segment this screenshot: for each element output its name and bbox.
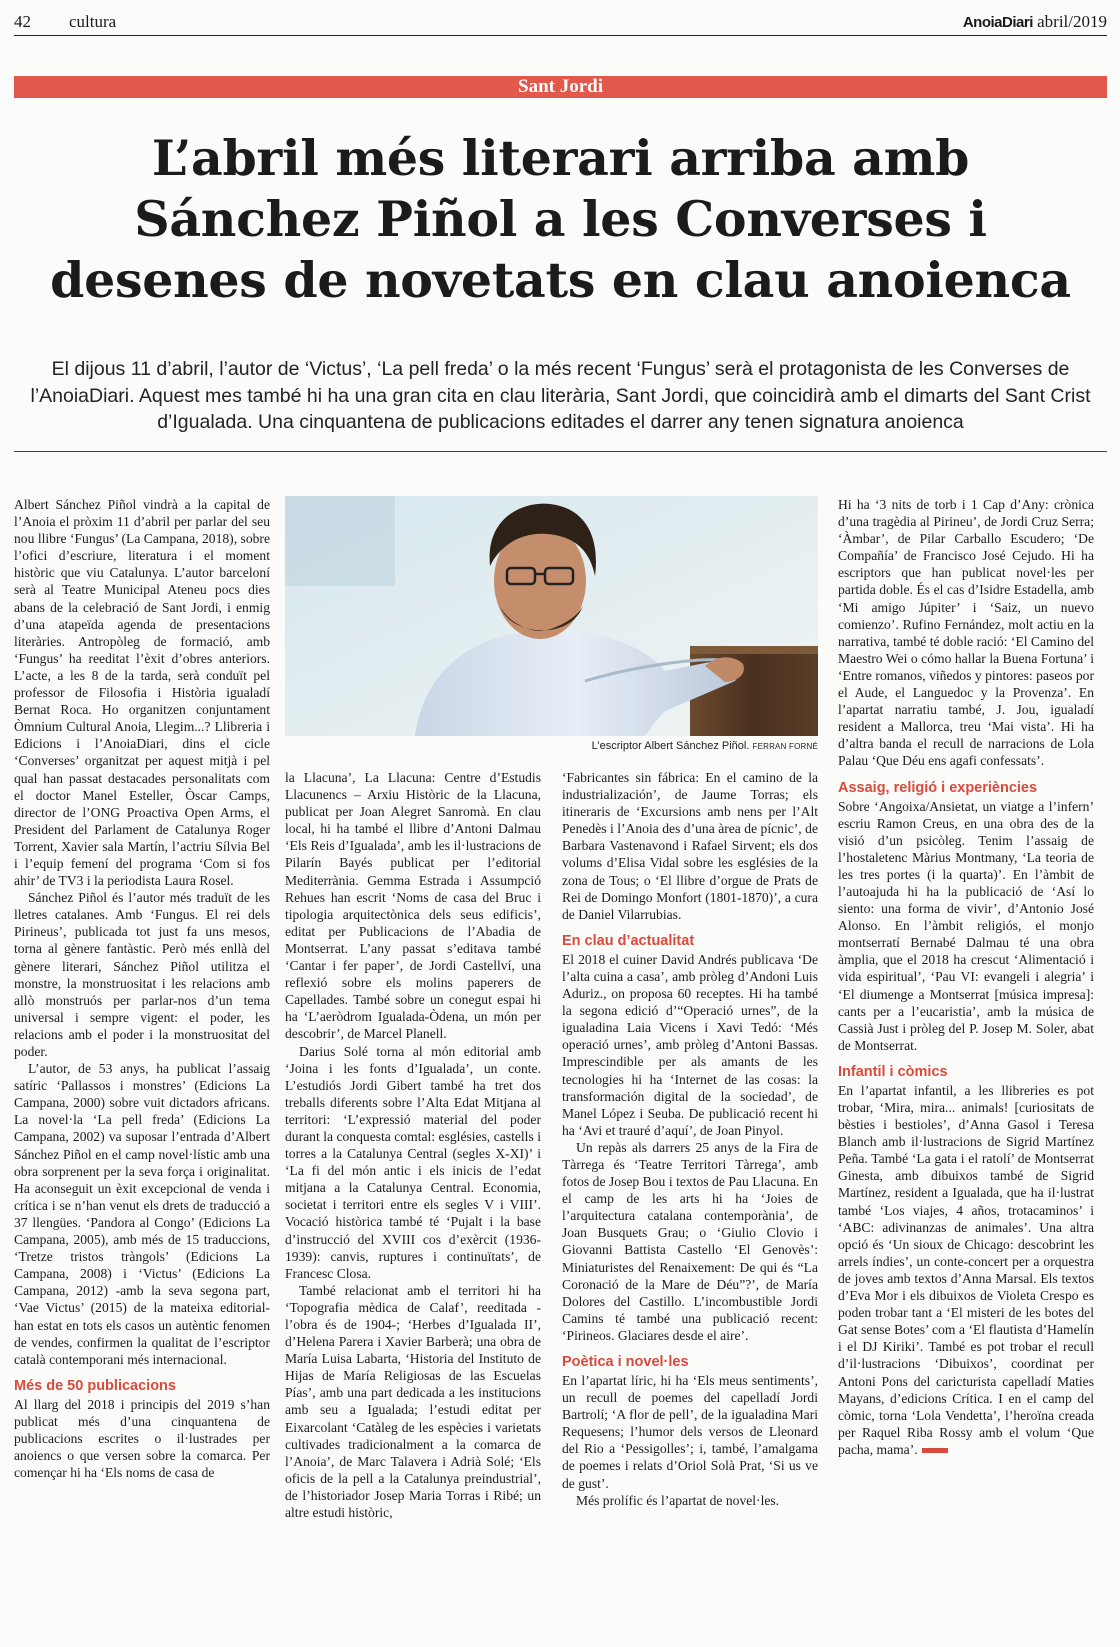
article-column-1 [14,496,270,1481]
paragraph: Albert Sánchez Piñol vindrà a la capital de l’Anoia el pròxim 11 d’abril per parlar del seu nou llibre ‘Fungus’ (La Campana, 2018), sobre l’ofici d’escriure, literatura i el moment històric que viu Catalunya. L’autor barceloní serà al Teatre Municipal Ateneu pocs dies abans de la celebració de Sant Jordi, i enmig d’una atapeïda agenda de presentacions literàries. Antropòleg de formació, amb ‘Fungus’ ha reeditat l’èxit d’obres anteriors. L’acte, a les 8 de la tarda, serà conduït pel professor de Filosofia i Història igualadí Bernat Roca. Ho organitzen conjuntament Òmnium Cultural Anoia, Llegim...? Llibreria i Edicions i l’AnoiaDiari, dins el cicle ‘Converses’ organitzat per aquest mitjà i pel qual han passat destacades personalitats com el doctor Manel Esteller, Òscar Camps, director de l’ONG Proactiva Open Arms, el President del Parlament de Catalunya Roger Torrent, Xavier sala Martín, l’actriu Sílvia Bel i l’equip femení del programa ‘Com si fos ahir’ de TV3 i la periodista Laura Rosel. [14,497,270,889]
photo-credit: FERRAN FORNÉ [752,742,818,751]
photo-illustration [285,496,818,736]
lead-divider [14,451,1107,452]
page-number: 42 [14,12,31,31]
section-banner [14,76,1107,98]
article-column-3 [562,769,818,1509]
paragraph: En l’apartat líric, hi ha ‘Els meus sentiments’, un recull de poemes del capelladí Jordi Bartrolí; ‘A flor de pell’, de la igualadina Mari Requesens; l’humor dels versos de Lleonard del Rio a ‘Pessigolles’; i, també, l’amalgama de poemes i relats d’Oriol Solà Prat, ‘Si us ve de gust’. [562,1373,818,1491]
paragraph: L’autor, de 53 anys, ha publicat l’assaig satíric ‘Pallassos i monstres’ (Edicions La Campana, 2000) sobre vuit dictadors africans. La novel·la ‘La pell freda’ (Edicions La Campana, 2002) va suposar l’entrada d’Albert Sánchez Piñol en el camp novel·lístic amb una obra sorprenent per la seva força i originalitat. Ha aconseguit un èxit excepcional de venda i crítica i se n’han venut els drets de traducció a 37 llengües. ‘Pandora al Congo’ (Edicions La Campana, 2005), amb més de 15 traduccions, ‘Tretze tristos tràngols’ (Edicions La Campana, 2008) i ‘Victus’ (Edicions La Campana, 2012) -amb la seva segona part, ‘Vae Victus’ (2015) de la mateixa editorial- han estat en tots els casos un autèntic fenomen de vendes, confirmen la qualitat de l’escriptor català contemporani més internacional. [14,1061,270,1367]
paragraph: Més prolífic és l’apartat de novel·les. [576,1492,780,1508]
issue-date: abril/2019 [1037,12,1107,31]
article-headline [14,128,1107,311]
subheading: En clau d’actualitat [562,932,695,949]
publication-info [963,12,1107,32]
paragraph: Un repàs als darrers 25 anys de la Fira de Tàrrega és ‘Teatre Territori Tàrrega’, amb fotos de Josep Bou i textos de Pau Llacuna. En el camp de les arts hi ha ‘Joies de l’arquitectura catalana contemporània’, de Joan Busquets Grau; o ‘Giulio Clovio i Giovanni Battista Castello ‘El Genovès’: Miniaturistes del Renaixement: De qui és “La Coronació de la Mare de Déu”?’, de María Dolores del Castillo. L’incombustible Jordi Camins té també una publicació recent: ‘Pirineos. Glaciares desde el aire’. [562,1139,818,1343]
subheading: Infantil i còmics [838,1063,948,1080]
caption-text: L’escriptor Albert Sánchez Piñol. [591,740,750,752]
headline-line: desenes de novetats en clau anoienca [50,251,1071,309]
paragraph: El 2018 el cuiner David Andrés publicava ‘De l’alta cuina a casa’, amb pròleg d’Andoni Luis Aduriz., on proposa 60 receptes. Hi ha també la segona edició d’“Operació urnes”, de la igualadina Laia Vicens i Xavi Tedó: ‘Més operació urnes’, amb pròleg d’Antoni Bassas. Imprescindible per als amants de les tecnologies hi ha ‘Internet de las cosas: la transformación digital de la sociedad’, de Manel López i Seuba. De publicació recent hi ha ‘Avi et trauré d’aquí’, de Joan Pinyol. [562,951,818,1138]
paragraph-text: En l’apartat infantil, a les llibreries es pot trobar, ‘Mira, mira... animals! [curiositats de bèsties i bestioles’, d’Anna Gasol i Teresa Blanch amb il·lustracions de Sigrid Martínez Peña. També ‘La gata i el ratolí’ de Montserrat Ginesta, amb dibuixos també de Sigrid Martínez, resident a Igualada, que ha il·lustrat també ‘Los viajes, 4 años, trotacaminos’ i ‘ABC: adivinanzas de animales’. Una altra opció és ‘Un sioux de Chicago: descobrint les arrels índies’, un conte-concert per a orquestra de joves amb textos d’Anna Marsal. Els textos d’Eva Mor i els dibuixos de Violeta Crespo es poden trobar tant a ‘El misteri de les botes del Gat sense Botes’ com a ‘El flautista d’Hamelín i el DJ Kiriki’. També es pot trobar el recull d’il·lustracions ‘Dibuixos’, coordinat per Antoni Pons del caricturista capelladí Maties Mayans, d’edicions Crítica. I en el camp del còmic, torna ‘Lola Vendetta’, l’heroïna creada per Raquel Riba Rossy amb el volum ‘Que pacha, mama’. [838,1082,1094,1457]
banner-label: Sant Jordi [518,76,603,97]
subheading: Més de 50 publicacions [14,1377,176,1394]
headline-line: L’abril més literari arriba amb [151,129,970,187]
paragraph: Al llarg del 2018 i principis del 2019 s’han publicat més d’una cinquantena de publicacions escrites o il·lustrades per anoiencs o que versen sobre la comarca. Per començar hi ha ‘Els noms de casa de [14,1396,270,1481]
paragraph: Hi ha ‘3 nits de torb i 1 Cap d’Any: crònica d’una tragèdia al Pirineu’, de Jordi Cruz Serra; ‘Àmbar’, de Pilar Carballo Escudero; ‘De Compañía’ de Francisco José Cejudo. Hi ha escriptors que han publicat novel·les per partida doble. És el cas d’Isidre Estadella, amb ‘Mi amigo Júpiter’ i ‘Saiz, un nuevo comienzo’. Rufino Fernández, molt actiu en la narrativa, també té doble ració: ‘El Camino del Maestro Wei o cómo hallar la Buena Fortuna’ i ‘Entre romanos, viñedos y pintores: paseos por el Aude, el Languedoc y la Provenza’. En l’apartat narratiu també, J. Jou, igualadí resident a Mallorca, treu ‘Mai vista’. Hi ha d’altra banda el recull de narracions de Lola Palau ‘Que Déu ens agafi confessats’. [838,497,1094,769]
section-name: cultura [69,12,117,31]
author-photo [285,496,818,736]
paragraph: També relacionat amb el territori hi ha ‘Topografia mèdica de Calaf’, reeditada -l’obra és de 1904-; ‘Herbes d’Igualada II’, d’Helena Parera i Xavier Barberà; una obra de María Luisa Labarta, ‘Historia del Instituto de Hijas de María Religiosas de las Escuelas Pías’, amb una part dedicada a les institucions amb seu a Igualada; l’estudi editat per Eixarcolant ‘Catàleg de les espècies i varietats cultivades tradicionalment a la comarca de l’Anoia’, de Marc Talavera i Adrià Solé; ‘Els oficis de la pell a la Catalunya preindustrial’, de l’historiador Josep Maria Torras i Ribé; un altre estudi històric, [285,1282,541,1521]
paragraph: la Llacuna’, La Llacuna: Centre d’Estudis Llacunencs – Arxiu Històric de la Llacuna, publicat per Joan Alegret Sanromà. En clau local, hi ha també el llibre d’Antoni Dalmau ‘Els Reis d’Igualada’, amb les il·lustracions de Pilarín Bayés publicat per l’editorial Mediterrània. Gemma Estrada i Assumpció Rehues han escrit ‘Noms de casa del Bruc i tipologia arquitectònica dels seus edificis’, editat per Publicacions de l’Abadia de Montserrat. L’any passat s’editava també ‘Cantar i fer paper’, de Jordi Castellví, una reflexió sobre els molins paperers de Capellades. També sobre un conegut espai hi ha ‘L’aeròdrom Igualada-Òdena, un món per descobrir’, de Marcel Planell. [285,770,541,1042]
photo-caption [285,740,818,752]
paragraph: Darius Solé torna al món editorial amb ‘Joina i les fonts d’Igualada’, un conte. L’estudiós Jordi Gibert també ha tret dos treballs diferents sobre l’Alta Edat Mitjana al territori: ‘L’expressió material del poder durant la conquesta comtal: esglésies, castells i torres a la Catalunya Central (segles X-XI)’ i ‘La fi del món antic i els inicis de l’edat mitjana a la Catalunya Central. Economia, societat i territori entre els segles V i VIII’. Vocació històrica també té ‘Pujalt i la base d’instrucció del XVIII cos d’exèrcit (1936-1939): canvis, ruptures i continuïtats’, de Francesc Closa. [285,1043,541,1281]
paragraph [838,1082,1094,1458]
paragraph: Sobre ‘Angoixa/Ansietat, un viatge a l’infern’ escriu Ramon Creus, en una obra des de la visió d’un psicòleg. Tenim l’assaig de l’hostaletenc Màrius Montmany, ‘La teoria de les tres portes (i la quarta)’. En l’àmbit de l’autoajuda hi ha la publicació de ‘Así lo siento: una forma de vivir’, d’Antonio José Alonso. En l’àmbit religiós, el monjo montserratí Bernabé Dalmau té una obra àmplia, que el 2018 ha crescut ‘Alimentació i vida espiritual’, ‘Pau VI: evangeli i alegria’ i ‘El diumenge a Montserrat [música impresa]: cants per a l’eucaristia’, amb la música de Cassià Just i pròleg del P. Josep M. Soler, abat de Montserrat. [838,798,1094,1053]
article-end-mark [922,1448,948,1453]
subheading: Assaig, religió i experiències [838,779,1038,796]
article-column-2 [285,769,541,1521]
paragraph: ‘Fabricantes sin fábrica: En el camino de la industrialización’, de Jaume Torras; els itineraris de ‘Excursions amb nens per l’Alt Penedès i l’Anoia des d’una àrea de pícnic’, de Barbara Vastenavond i Rafael Sirvent; els dos volums d’Elisa Vidal sobre les esglésies de la zona de Tous; o ‘El llibre d’orgue de Prats de Rei de Domingo Monfort (1801-1870)’, a cura de Daniel Vilarrubias. [562,770,818,922]
subheading: Poètica i novel·les [562,1354,689,1370]
article-lead: El dijous 11 d’abril, l’autor de ‘Victus’, ‘La pell freda’ o la més recent ‘Fungus’ serà el protagonista de les Converses de l’AnoiaDiari. Aquest mes també hi ha una gran cita en clau literària, Sant Jordi, que coincidirà amb el dimarts del Sant Crist d’Igualada. Una cinquantena de publicacions editades el darrer any tenen signatura anoienca [30,358,1091,433]
paragraph: Sánchez Piñol és l’autor més traduït de les lletres catalanes. Amb ‘Fungus. El rei dels Pirineus’, publicada tot just fa uns mesos, torna al gènere fantàstic. Però més enllà del gènere literari, Sánchez Piñol utilitza el monstre, la monstruositat i les relacions amb allò monstruós per parlar-nos d’un tema universal i sempre vigent: el poder, les relacions amb el poder i la monstruositat del poder. [14,890,270,1059]
publication-logo: AnoiaDiari [962,14,1033,31]
article-column-4 [838,496,1094,1458]
page-header [14,12,1107,36]
headline-line: Sánchez Piñol a les Converses i [134,190,987,248]
